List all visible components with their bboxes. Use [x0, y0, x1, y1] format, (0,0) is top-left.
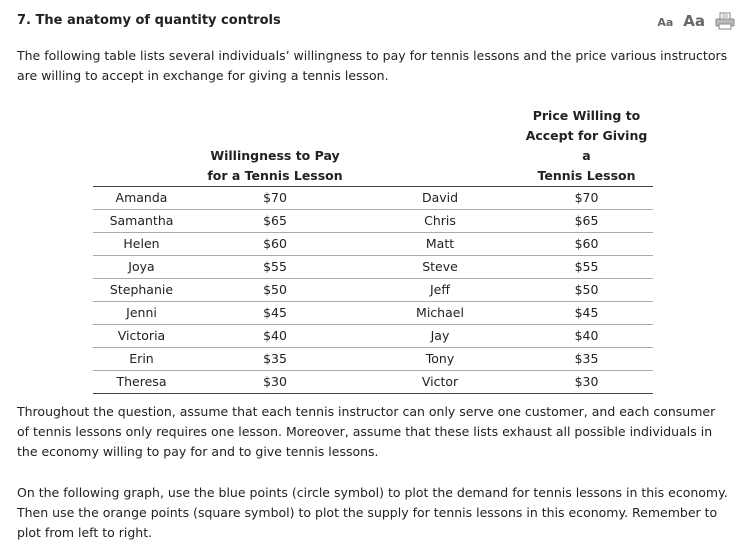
willingness-to-pay: $45: [190, 302, 360, 325]
price-willing-to-accept: $55: [520, 256, 653, 279]
seller-name: Victor: [360, 371, 520, 394]
price-willing-to-accept: $45: [520, 302, 653, 325]
buyer-name: Victoria: [93, 325, 190, 348]
table-row: [93, 279, 653, 302]
buyer-name-header: [93, 106, 190, 187]
seller-name: Jeff: [360, 279, 520, 302]
buyer-name: Joya: [93, 256, 190, 279]
graph-instructions-paragraph: On the following graph, use the blue points (circle symbol) to plot the demand for tennis lessons in this economy. Then use the orange points (square symbol) to plot the supply for tennis lessons in this economy. Remember to plot from left to right.: [17, 485, 728, 540]
buyer-name: Amanda: [93, 187, 190, 210]
seller-name: Tony: [360, 348, 520, 371]
decrease-font-button[interactable]: Aa: [657, 16, 674, 29]
table-row: [93, 371, 653, 394]
willingness-to-pay-header: Willingness to Pay for a Tennis Lesson: [207, 148, 343, 183]
table-row: [93, 187, 653, 210]
seller-name: Chris: [360, 210, 520, 233]
willingness-to-pay: $55: [190, 256, 360, 279]
buyer-name: Theresa: [93, 371, 190, 394]
buyer-name: Samantha: [93, 210, 190, 233]
seller-name: Michael: [360, 302, 520, 325]
table-row: [93, 302, 653, 325]
price-willing-to-accept: $35: [520, 348, 653, 371]
buyer-name: Helen: [93, 233, 190, 256]
seller-name-header: [360, 106, 520, 187]
table-header-row: [93, 106, 653, 187]
price-willing-to-accept-header: Price Willing to Accept for Giving a Tennis Lesson: [525, 108, 648, 183]
table-row: [93, 256, 653, 279]
seller-name: Matt: [360, 233, 520, 256]
buyer-name: Stephanie: [93, 279, 190, 302]
tennis-lesson-table: [93, 106, 653, 394]
question-title: 7. The anatomy of quantity controls: [17, 13, 281, 28]
willingness-to-pay: $70: [190, 187, 360, 210]
price-willing-to-accept: $40: [520, 325, 653, 348]
font-size-tools: [657, 12, 735, 30]
willingness-to-pay: $60: [190, 233, 360, 256]
seller-name: David: [360, 187, 520, 210]
price-willing-to-accept: $30: [520, 371, 653, 394]
seller-name: Steve: [360, 256, 520, 279]
willingness-to-pay: $50: [190, 279, 360, 302]
table-row: [93, 210, 653, 233]
intro-paragraph: The following table lists several individuals’ willingness to pay for tennis lessons and the price various instructors are willing to accept in exchange for giving a tennis lesson.: [17, 48, 728, 83]
price-willing-to-accept: $65: [520, 210, 653, 233]
printer-icon[interactable]: [715, 12, 735, 30]
table-row: [93, 233, 653, 256]
table-row: [93, 325, 653, 348]
price-willing-to-accept: $70: [520, 187, 653, 210]
price-willing-to-accept: $50: [520, 279, 653, 302]
willingness-to-pay: $30: [190, 371, 360, 394]
assumptions-paragraph: Throughout the question, assume that each tennis instructor can only serve one customer, and each consumer of tennis lessons only requires one lesson. Moreover, assume that these lists exhaust all possible individuals in the economy willing to pay for and to give tennis lessons.: [17, 404, 716, 459]
buyer-name: Jenni: [93, 302, 190, 325]
increase-font-button[interactable]: Aa: [683, 12, 705, 30]
willingness-to-pay: $65: [190, 210, 360, 233]
question-header: [17, 12, 735, 36]
willingness-to-pay: $35: [190, 348, 360, 371]
price-willing-to-accept: $60: [520, 233, 653, 256]
table-row: [93, 348, 653, 371]
seller-name: Jay: [360, 325, 520, 348]
buyer-name: Erin: [93, 348, 190, 371]
willingness-to-pay: $40: [190, 325, 360, 348]
